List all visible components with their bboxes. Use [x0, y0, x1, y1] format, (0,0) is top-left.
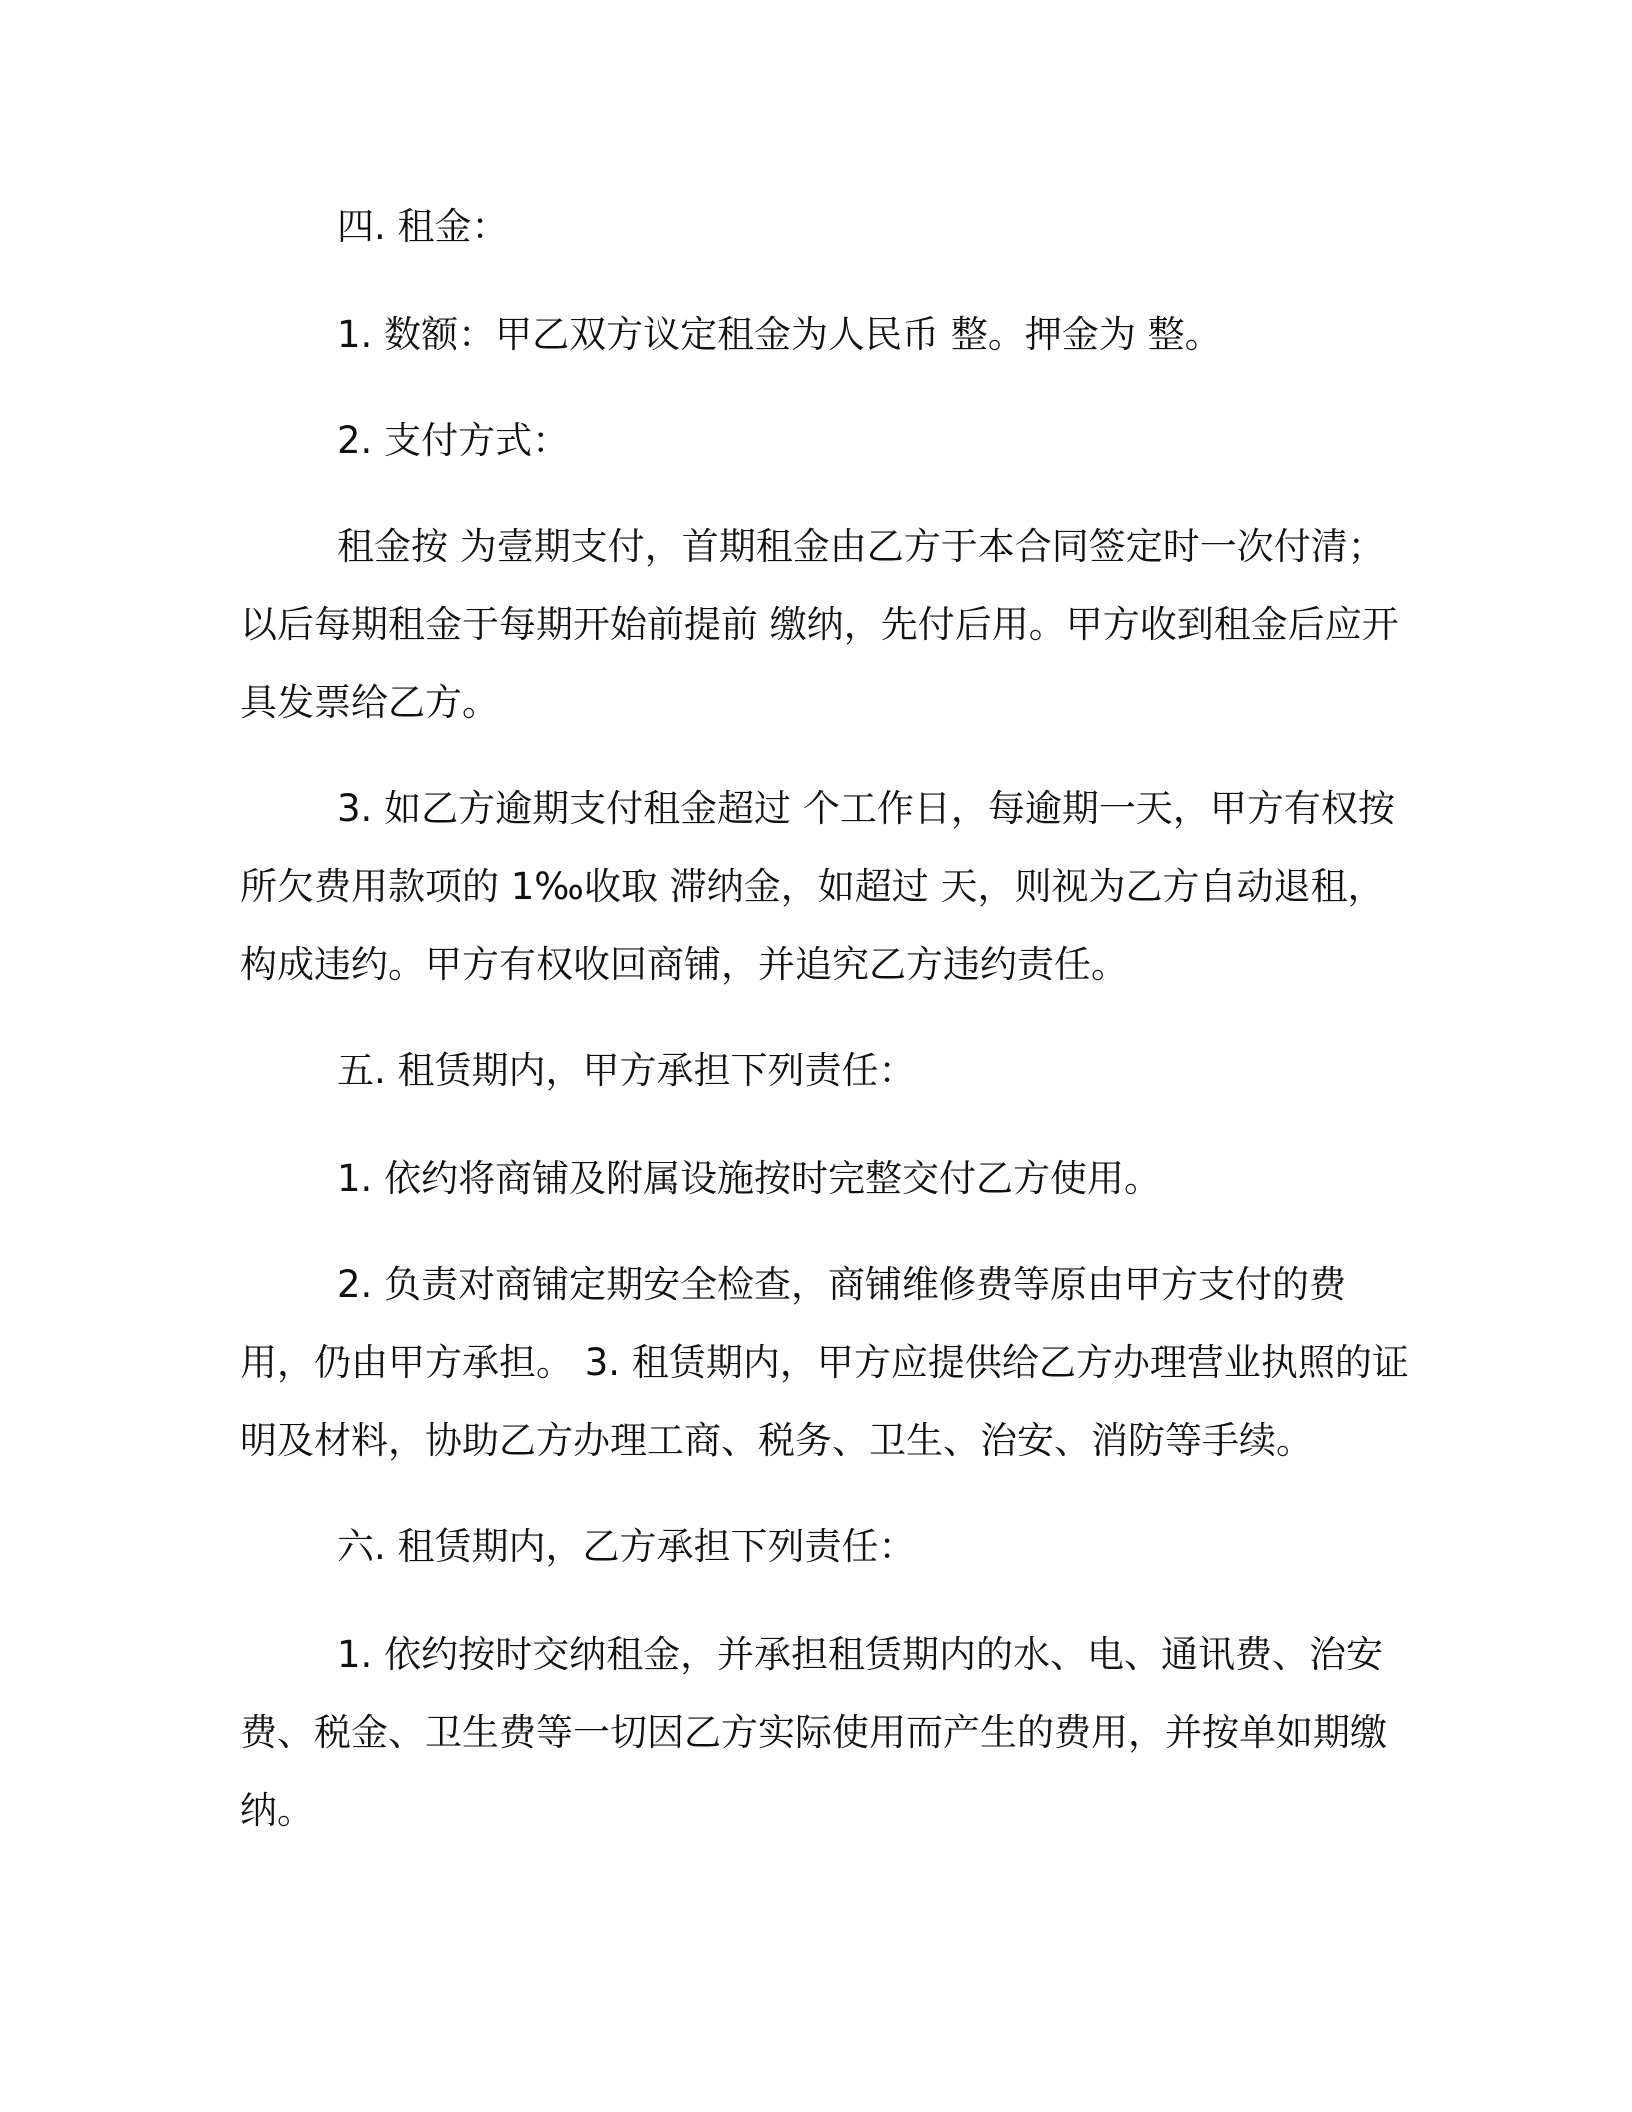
- section-heading-party-a: 五. 租赁期内，甲方承担下列责任：: [337, 1049, 916, 1092]
- party-b-duty-1: 1. 依约按时交纳租金，并承担租赁期内的水、电、通讯费、治安费、税金、卫生费等一切因乙方实际使用而产生的费用，并按单如期缴纳。: [240, 1633, 1387, 1832]
- payment-method-paragraph: 租金按 为壹期支付，首期租金由乙方于本合同签定时一次付清；以后每期租金于每期开始前提前 缴纳，先付后用。甲方收到租金后应开具发票给乙方。: [240, 525, 1399, 724]
- section-heading-rent: 四. 租金：: [337, 205, 509, 248]
- rent-amount-paragraph: 1. 数额：甲乙双方议定租金为人民币 整。押金为 整。: [337, 313, 1222, 356]
- payment-method-heading: 2. 支付方式：: [337, 419, 570, 462]
- party-a-duty-1: 1. 依约将商铺及附属设施按时完整交付乙方使用。: [337, 1157, 1162, 1200]
- document-body: [240, 188, 1420, 1878]
- late-payment-paragraph: 3. 如乙方逾期支付租金超过 个工作日，每逾期一天，甲方有权按所欠费用款项的 1‰收取 滞纳金，如超过 天，则视为乙方自动退租，构成违约。甲方有权收回商铺，并追究乙方违约责任。: [240, 787, 1395, 986]
- section-heading-party-b: 六. 租赁期内，乙方承担下列责任：: [337, 1525, 916, 1568]
- party-a-duty-2-3: 2. 负责对商铺定期安全检查，商铺维修费等原由甲方支付的费用，仍由甲方承担。 3. 租赁期内，甲方应提供给乙方办理营业执照的证明及材料，协助乙方办理工商、税务、卫生、治安、消防等手续。: [240, 1263, 1409, 1462]
